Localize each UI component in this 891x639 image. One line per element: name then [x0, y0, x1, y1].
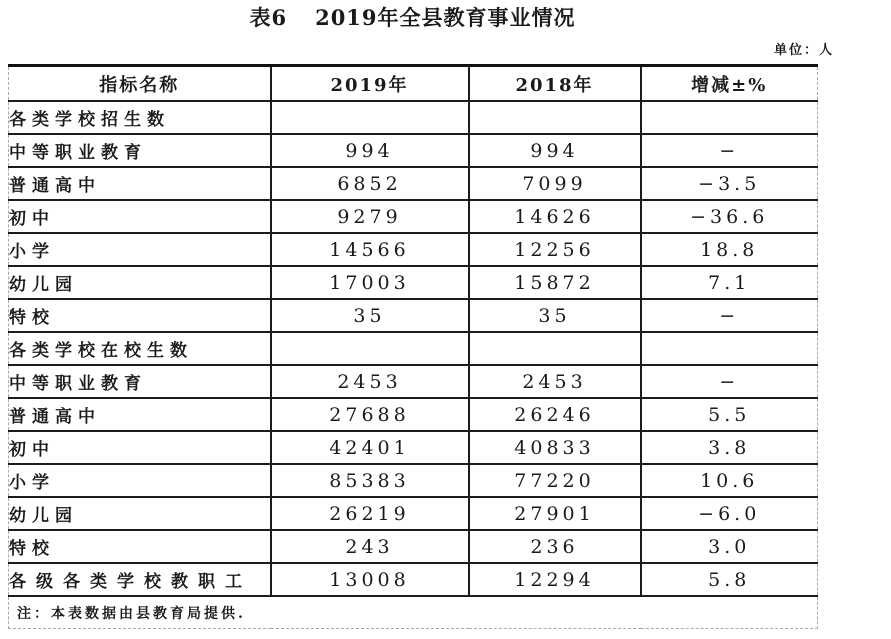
section-row [9, 332, 818, 365]
value-2019-cell: 17003 [271, 266, 469, 299]
change-cell: 3.8 [641, 431, 818, 464]
change-cell: −36.6 [641, 200, 818, 233]
change-cell: −3.5 [641, 167, 818, 200]
value-2018-cell: 7099 [469, 167, 641, 200]
change-cell: 18.8 [641, 233, 818, 266]
change-cell [641, 332, 818, 365]
value-2019-cell [271, 332, 469, 365]
change-cell: − [641, 134, 818, 167]
value-2018-cell: 26246 [469, 398, 641, 431]
value-2019-cell: 85383 [271, 464, 469, 497]
value-2018-cell: 77220 [469, 464, 641, 497]
indicator-label-cell: 普通高中 [9, 398, 271, 431]
indicator-label-cell: 幼儿园 [9, 497, 271, 530]
value-2019-cell: 42401 [271, 431, 469, 464]
indicator-label-cell: 特校 [9, 299, 271, 332]
value-2019-cell: 6852 [271, 167, 469, 200]
change-cell: 10.6 [641, 464, 818, 497]
change-cell: 7.1 [641, 266, 818, 299]
value-2018-cell: 35 [469, 299, 641, 332]
indicator-label-cell: 各级各类学校教职工 [9, 563, 271, 596]
value-2018-cell: 15872 [469, 266, 641, 299]
column-header-indicator: 指标名称 [9, 66, 271, 102]
table-row [9, 464, 818, 497]
value-2018-cell: 12256 [469, 233, 641, 266]
table-row [9, 497, 818, 530]
total-row [9, 563, 818, 596]
value-2019-cell: 26219 [271, 497, 469, 530]
table-row [9, 398, 818, 431]
value-2018-cell: 994 [469, 134, 641, 167]
value-2018-cell: 236 [469, 530, 641, 563]
change-cell: −6.0 [641, 497, 818, 530]
value-2019-cell: 13008 [271, 563, 469, 596]
column-header-2018: 2018年 [469, 66, 641, 102]
indicator-label-cell: 各类学校在校生数 [9, 332, 271, 365]
table-row [9, 299, 818, 332]
education-table [8, 64, 818, 629]
indicator-label-cell: 幼儿园 [9, 266, 271, 299]
indicator-label-cell: 各类学校招生数 [9, 101, 271, 134]
table-number: 表6 [249, 5, 288, 30]
value-2018-cell [469, 332, 641, 365]
indicator-label-cell: 初中 [9, 200, 271, 233]
indicator-label-cell: 小学 [9, 464, 271, 497]
change-cell [641, 101, 818, 134]
change-cell: 3.0 [641, 530, 818, 563]
table-row [9, 365, 818, 398]
value-2019-cell: 243 [271, 530, 469, 563]
indicator-label-cell: 普通高中 [9, 167, 271, 200]
header-row [9, 66, 818, 102]
note-row [9, 596, 818, 629]
column-header-change: 增减±% [641, 66, 818, 102]
value-2019-cell: 14566 [271, 233, 469, 266]
table-row [9, 233, 818, 266]
value-2019-cell: 9279 [271, 200, 469, 233]
indicator-label-cell: 中等职业教育 [9, 134, 271, 167]
column-header-2019: 2019年 [271, 66, 469, 102]
indicator-label-cell: 初中 [9, 431, 271, 464]
table-row [9, 200, 818, 233]
indicator-label-cell: 特校 [9, 530, 271, 563]
page-title [8, 2, 817, 32]
value-2019-cell: 35 [271, 299, 469, 332]
change-cell: − [641, 299, 818, 332]
table-row [9, 266, 818, 299]
section-row [9, 101, 818, 134]
indicator-label-cell: 中等职业教育 [9, 365, 271, 398]
table-row [9, 530, 818, 563]
value-2018-cell: 27901 [469, 497, 641, 530]
value-2018-cell [469, 101, 641, 134]
table-row [9, 431, 818, 464]
value-2019-cell: 27688 [271, 398, 469, 431]
note-text: 注：本表数据由县教育局提供. [9, 596, 818, 629]
title-text: 2019年全县教育事业情况 [315, 5, 576, 30]
unit-label: 单位：人 [773, 43, 834, 58]
change-cell: 5.5 [641, 398, 818, 431]
value-2018-cell: 14626 [469, 200, 641, 233]
value-2018-cell: 40833 [469, 431, 641, 464]
change-cell: − [641, 365, 818, 398]
table-row [9, 134, 818, 167]
value-2019-cell: 994 [271, 134, 469, 167]
value-2018-cell: 2453 [469, 365, 641, 398]
value-2018-cell: 12294 [469, 563, 641, 596]
indicator-label-cell: 小学 [9, 233, 271, 266]
table-row [9, 167, 818, 200]
change-cell: 5.8 [641, 563, 818, 596]
value-2019-cell: 2453 [271, 365, 469, 398]
value-2019-cell [271, 101, 469, 134]
